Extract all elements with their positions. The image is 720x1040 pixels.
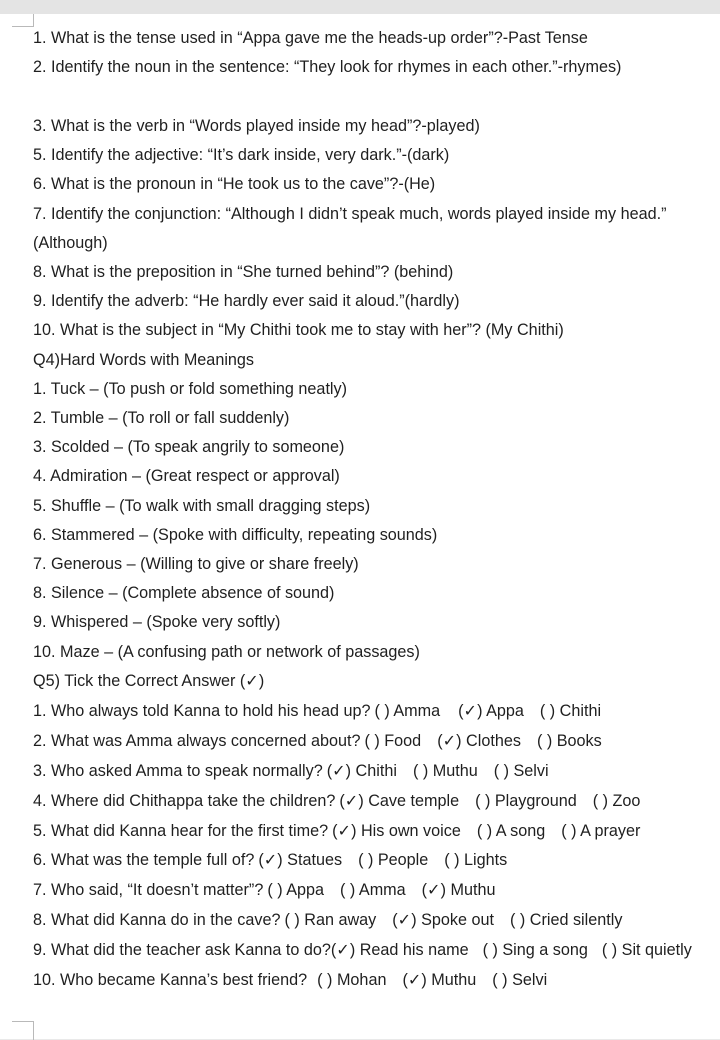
mcq-option: ( ) Sing a song [482,941,588,959]
page-corner-marker-top [12,14,34,27]
window-top-bar [0,0,720,14]
mcq-row [33,821,640,841]
mcq-option: ( ) Food [364,732,422,750]
mcq-option-ticked: (✓) Muthu [421,881,496,899]
mcq-option: ( ) Ran away [284,911,377,929]
mcq-option: ( ) Selvi [493,762,549,780]
mcq-question: 1. Who always told Kanna to hold his head up? [33,702,371,720]
word-meaning-item: 6. Stammered – (Spoke with difficulty, repeating sounds) [33,526,438,544]
word-meaning-item: 4. Admiration – (Great respect or approval) [33,467,340,485]
mcq-option-ticked: (✓) Cave temple [339,792,460,810]
mcq-option: ( ) Amma [340,881,406,899]
mcq-row [33,701,601,721]
mcq-option: ( ) A song [476,822,546,840]
grammar-item: 7. Identify the conjunction: “Although I didn’t speak much, words played inside my head.” [33,205,667,223]
word-meaning-item: 9. Whispered – (Spoke very softly) [33,613,281,631]
mcq-option: ( ) Muthu [412,762,478,780]
mcq-question: 4. Where did Chithappa take the children? [33,792,336,810]
mcq-row [33,850,507,870]
word-meaning-item: 10. Maze – (A confusing path or network of passages) [33,643,420,661]
grammar-item: 10. What is the subject in “My Chithi took me to stay with her”? (My Chithi) [33,321,564,339]
mcq-row [33,761,549,781]
grammar-item: 3. What is the verb in “Words played inside my head”?-played) [33,117,480,135]
mcq-row [33,880,496,900]
mcq-option: ( ) Zoo [592,792,641,810]
mcq-question: 7. Who said, “It doesn’t matter”? [33,881,264,899]
mcq-row [33,731,602,751]
mcq-option: ( ) People [358,851,429,869]
mcq-option-ticked: (✓) Clothes [437,732,521,750]
mcq-question: 8. What did Kanna do in the cave? [33,911,281,929]
mcq-row [33,791,640,811]
mcq-question: 2. What was Amma always concerned about? [33,732,361,750]
mcq-option: ( ) Amma [374,702,441,720]
mcq-question: 6. What was the temple full of? [33,851,255,869]
grammar-item: 8. What is the preposition in “She turned behind”? (behind) [33,263,454,281]
mcq-option-ticked: (✓) Spoke out [392,911,494,929]
mcq-question: 10. Who became Kanna’s best friend? [33,971,308,989]
grammar-item: 9. Identify the adverb: “He hardly ever said it aloud.”(hardly) [33,292,460,310]
word-meaning-item: 8. Silence – (Complete absence of sound) [33,584,335,602]
mcq-row [33,970,547,990]
mcq-option-ticked: (✓) His own voice [332,822,461,840]
mcq-option: ( ) A prayer [561,822,641,840]
mcq-option: ( ) Books [536,732,602,750]
word-meaning-item: 2. Tumble – (To roll or fall suddenly) [33,409,290,427]
grammar-item: 1. What is the tense used in “Appa gave me the heads-up order”?-Past Tense [33,29,588,47]
q5-heading: Q5) Tick the Correct Answer (✓) [33,672,265,690]
mcq-option: ( ) Chithi [539,702,602,720]
mcq-option: ( ) Appa [267,881,325,899]
mcq-row [33,940,692,960]
mcq-question: 3. Who asked Amma to speak normally? [33,762,323,780]
mcq-option: ( ) Cried silently [510,911,623,929]
mcq-option: ( ) Selvi [492,971,548,989]
mcq-question: 9. What did the teacher ask Kanna to do? [33,941,331,959]
mcq-option-ticked: (✓) Statues [258,851,343,869]
page-corner-marker-bottom [12,1021,34,1040]
mcq-option: ( ) Lights [444,851,508,869]
mcq-option: ( ) Playground [475,792,577,810]
mcq-option-ticked: (✓) Read his name [330,941,469,959]
grammar-item: 5. Identify the adjective: “It’s dark inside, very dark.”-(dark) [33,146,450,164]
grammar-item: 2. Identify the noun in the sentence: “They look for rhymes in each other.”-rhymes) [33,58,622,76]
q4-heading: Q4)Hard Words with Meanings [33,351,255,369]
word-meaning-item: 3. Scolded – (To speak angrily to someone) [33,438,345,456]
mcq-option-ticked: (✓) Muthu [402,971,477,989]
grammar-item: 6. What is the pronoun in “He took us to the cave”?-(He) [33,175,436,193]
word-meaning-item: 7. Generous – (Willing to give or share freely) [33,555,359,573]
mcq-option-ticked: (✓) Chithi [326,762,397,780]
word-meaning-item: 5. Shuffle – (To walk with small dragging steps) [33,497,371,515]
mcq-option: ( ) Sit quietly [601,941,692,959]
grammar-item-continuation: (Although) [33,234,108,252]
document-page-bottom [0,1011,720,1039]
mcq-option-ticked: (✓) Appa [458,702,524,720]
mcq-row [33,910,622,930]
mcq-question: 5. What did Kanna hear for the first time? [33,822,329,840]
mcq-option: ( ) Mohan [317,971,387,989]
word-meaning-item: 1. Tuck – (To push or fold something neatly) [33,380,348,398]
